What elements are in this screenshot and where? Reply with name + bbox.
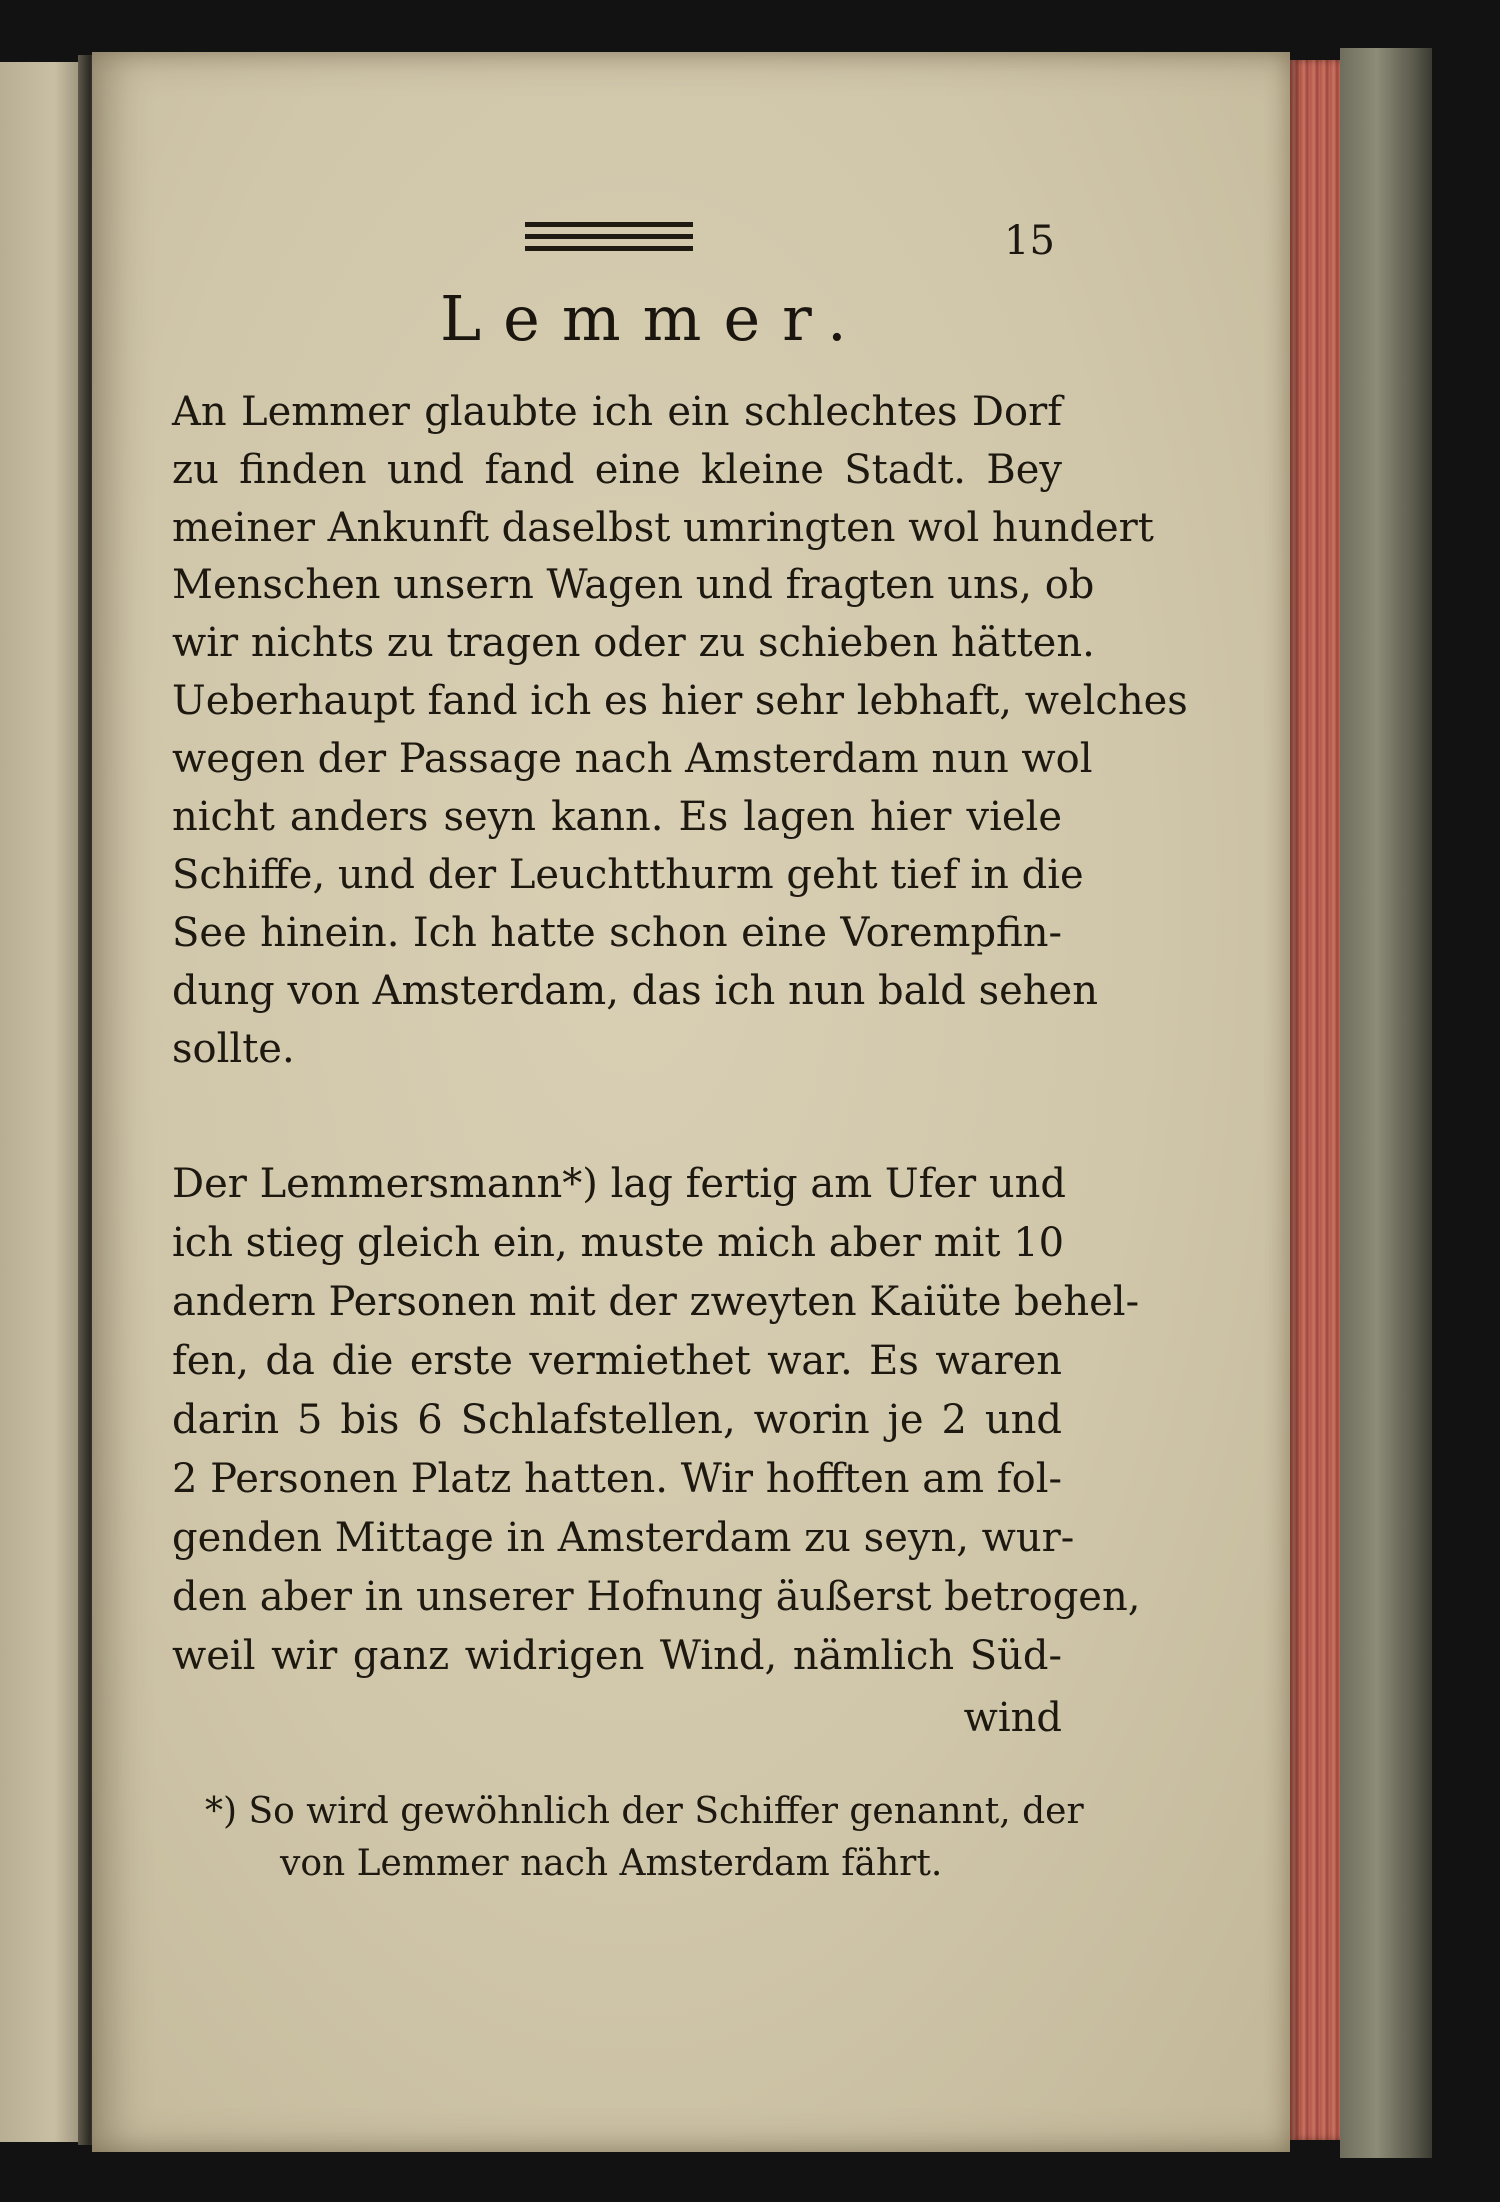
footnote-line: *) So wird gewöhnlich der Schiffer genannt, der [205, 1791, 1084, 1832]
paragraph2-line: ich stieg gleich ein, muste mich aber mit 10 [172, 1220, 1065, 1266]
paragraph2-line: genden Mittage in Amsterdam zu seyn, wur- [172, 1515, 1075, 1561]
paragraph2-line: fen, da die erste vermiethet war. Es waren [172, 1338, 1062, 1384]
paragraph2-line: weil wir ganz widrigen Wind, nämlich Süd- [172, 1633, 1062, 1679]
paragraph2-line: 2 Personen Platz hatten. Wir hofften am fol- [172, 1456, 1062, 1502]
paragraph1-line: zu finden und fand eine kleine Stadt. Bey [172, 447, 1062, 493]
catchword: wind [963, 1695, 1062, 1741]
paragraph1-line: wir nichts zu tragen oder zu schieben hätten. [172, 620, 1095, 666]
facing-page-edge [0, 62, 90, 2142]
book-cover-edge [1340, 48, 1432, 2158]
paragraph1-line: See hinein. Ich hatte schon eine Vorempfin- [172, 910, 1062, 956]
paragraph1-line: sollte. [172, 1026, 295, 1072]
paragraph1-line: An Lemmer glaubte ich ein schlechtes Dorf [172, 389, 1062, 435]
paragraph1-line: meiner Ankunft daselbst umringten wol hundert [172, 505, 1154, 551]
page-number: 15 [1004, 218, 1055, 264]
paragraph1-line: dung von Amsterdam, das ich nun bald sehen [172, 968, 1098, 1014]
paragraph2-line: den aber in unserer Hofnung äußerst betrogen, [172, 1574, 1141, 1620]
paragraph1-line: wegen der Passage nach Amsterdam nun wol [172, 736, 1093, 782]
paragraph2-line: darin 5 bis 6 Schlafstellen, worin je 2 und [172, 1397, 1062, 1443]
paragraph1-line: Schiffe, und der Leuchtthurm geht tief in die [172, 852, 1084, 898]
paragraph1-line: Menschen unsern Wagen und fragten uns, ob [172, 562, 1095, 608]
paragraph2-line: andern Personen mit der zweyten Kaiüte behel- [172, 1279, 1140, 1325]
chapter-heading: Lemmer. [440, 282, 869, 355]
ornamental-rule-middle [525, 234, 693, 239]
footnote-line: von Lemmer nach Amsterdam fährt. [280, 1843, 943, 1884]
paragraph1-line: nicht anders seyn kann. Es lagen hier viele [172, 794, 1062, 840]
paragraph1-line: Ueberhaupt fand ich es hier sehr lebhaft, welches [172, 678, 1188, 724]
ornamental-rule-bottom [525, 246, 693, 251]
red-page-edges [1290, 60, 1340, 2140]
paragraph2-line: Der Lemmersmann*) lag fertig am Ufer und [172, 1161, 1067, 1207]
ornamental-rule-top [525, 222, 693, 227]
